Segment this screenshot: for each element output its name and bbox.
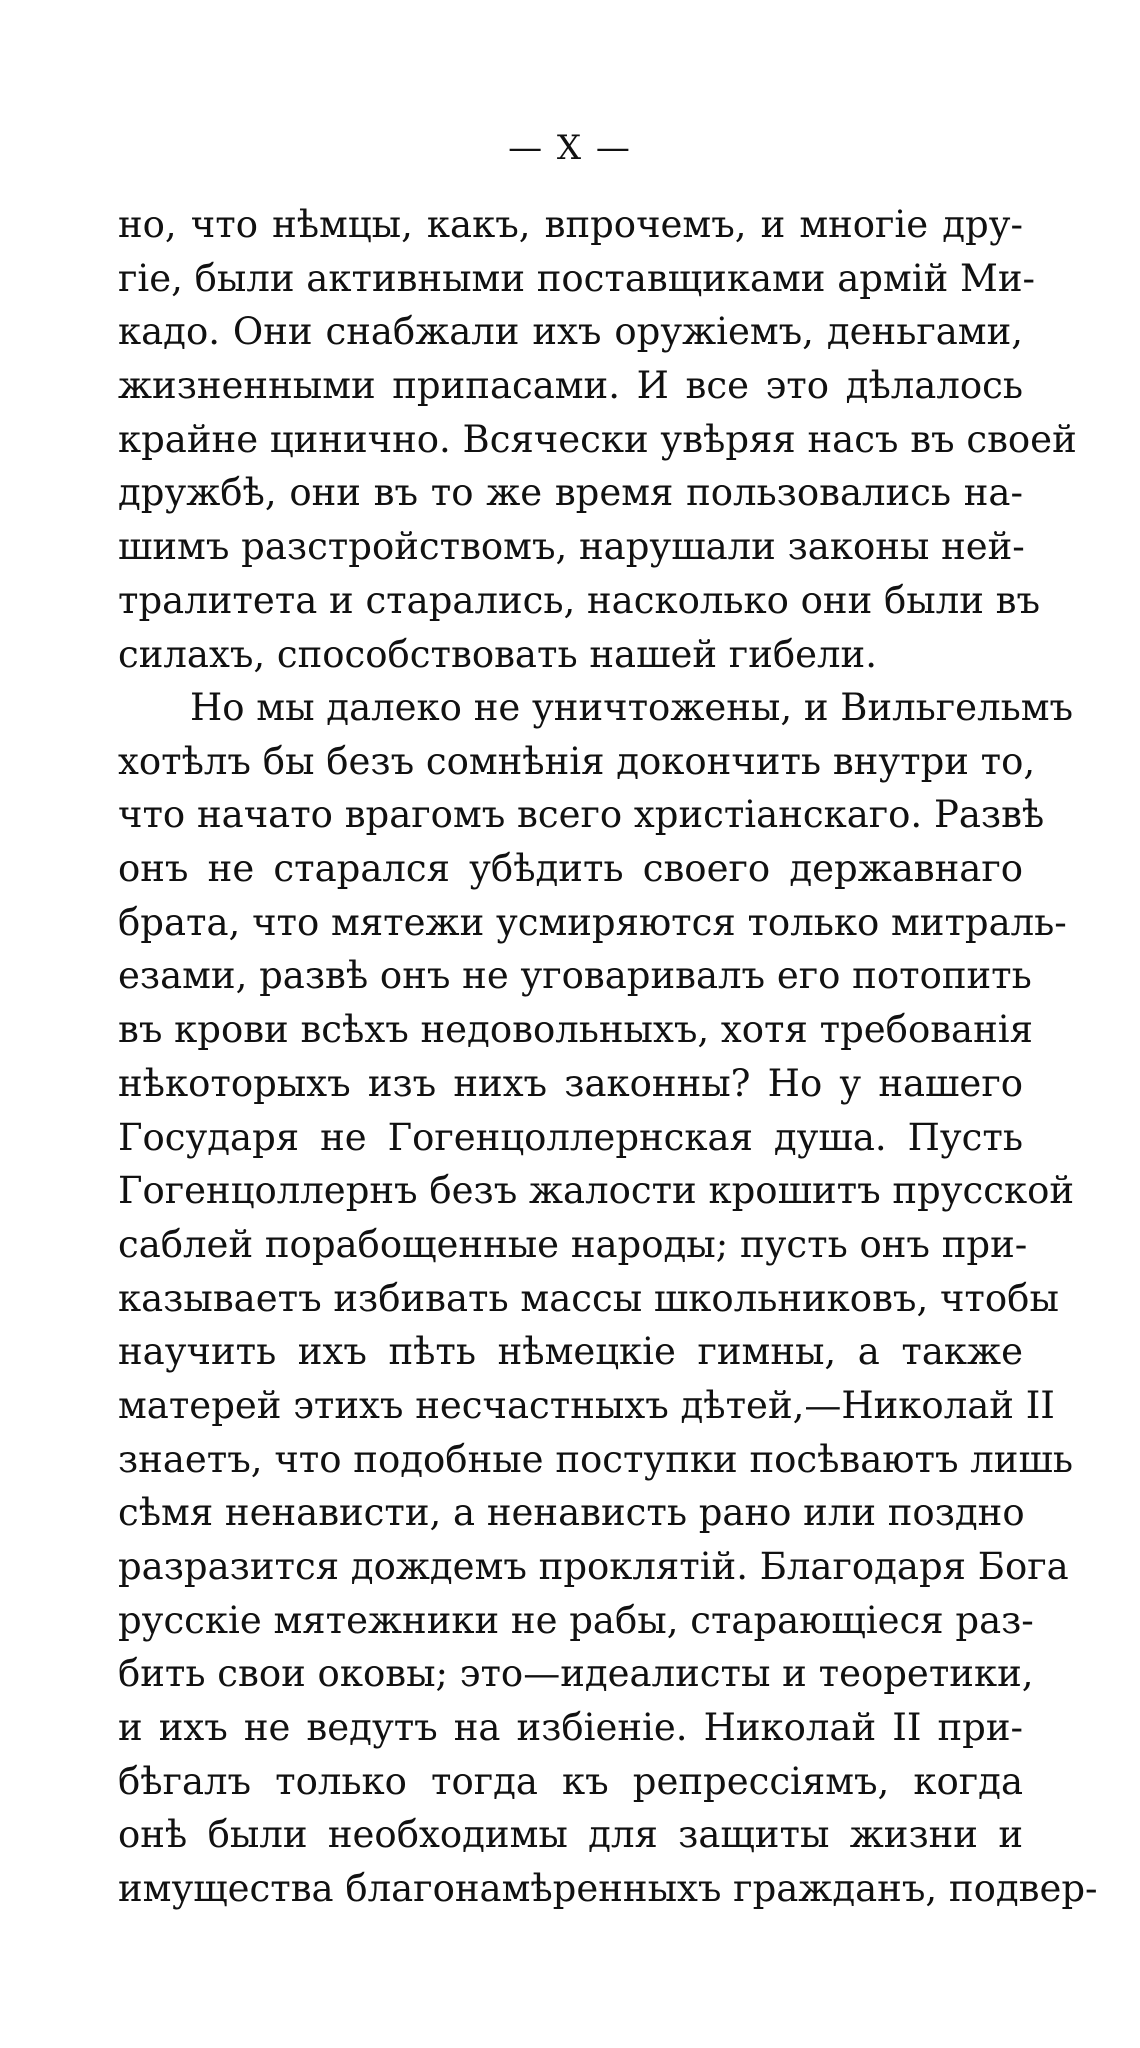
text-line: Гогенцоллернъ безъ жалости крошитъ прусской: [118, 1169, 1075, 1213]
text-line: казываетъ избивать массы школьниковъ, чтобы: [118, 1276, 1059, 1320]
text-line: что начато врагомъ всего христiанскаго. Развѣ: [118, 793, 1045, 837]
text-line: но, что нѣмцы, какъ, впрочемъ, и многiе дру-: [118, 203, 1023, 246]
text-line: матерей этихъ несчастныхъ дѣтей,—Николай II: [118, 1383, 1055, 1427]
text-line: хотѣлъ бы безъ сомнѣнiя докончить внутри то,: [118, 739, 1036, 783]
paragraph-2: [118, 681, 1098, 1916]
text-line: и ихъ не ведутъ на избiенiе. Николай II при-: [118, 1706, 1023, 1750]
paragraph-1: [118, 198, 1077, 681]
text-line: бить свои оковы; это—идеалисты и теоретики,: [118, 1652, 1034, 1696]
text-line: знаетъ, что подобные поступки посѣваютъ лишь: [118, 1437, 1073, 1481]
text-line: имущества благонамѣренныхъ гражданъ, подвер-: [118, 1867, 1098, 1911]
text-line: бѣгалъ только тогда къ репрессiямъ, когда: [118, 1759, 1023, 1803]
text-line: научить ихъ пѣть нѣмецкiе гимны, а также: [118, 1330, 1023, 1374]
text-line: шимъ разстройствомъ, нарушали законы ней-: [118, 525, 1025, 569]
page-number: — X —: [508, 128, 632, 168]
text-line: онѣ были необходимы для защиты жизни и: [118, 1813, 1023, 1857]
text-line: сѣмя ненависти, а ненависть рано или поздно: [118, 1491, 1025, 1535]
text-line: нѣкоторыхъ изъ нихъ законны? Но у нашего: [118, 1061, 1023, 1105]
text-line: Но мы далеко не уничтожены, и Вильгельмъ: [190, 686, 1074, 729]
text-line: саблей порабощенные народы; пусть онъ при-: [118, 1222, 1028, 1266]
text-line: дружбѣ, они въ то же время пользовались на-: [118, 471, 1023, 515]
text-line: силахъ, способствовать нашей гибели.: [118, 632, 877, 676]
text-line: гiе, были активными поставщиками армiй Ми-: [118, 256, 1036, 300]
text-line: крайне цинично. Всячески увѣряя насъ въ своей: [118, 417, 1077, 461]
text-line: кадо. Они снабжали ихъ оружiемъ, деньгами,: [118, 310, 1023, 354]
text-line: онъ не старался убѣдить своего державнаго: [118, 847, 1023, 891]
text-line: брата, что мятежи усмиряются только митраль-: [118, 900, 1067, 944]
text-line: разразится дождемъ проклятiй. Благодаря Бога: [118, 1545, 1069, 1588]
text-line: русскiе мятежники не рабы, старающiеся раз-: [118, 1598, 1034, 1642]
text-line: въ крови всѣхъ недовольныхъ, хотя требованiя: [118, 1008, 1033, 1052]
text-line: тралитета и старались, насколько они были въ: [118, 578, 1041, 622]
text-line: езами, развѣ онъ не уговаривалъ его потопить: [118, 954, 1032, 998]
text-line: Государя не Гогенцоллернская душа. Пусть: [118, 1115, 1023, 1159]
text-line: жизненными припасами. И все это дѣлалось: [118, 364, 1023, 408]
